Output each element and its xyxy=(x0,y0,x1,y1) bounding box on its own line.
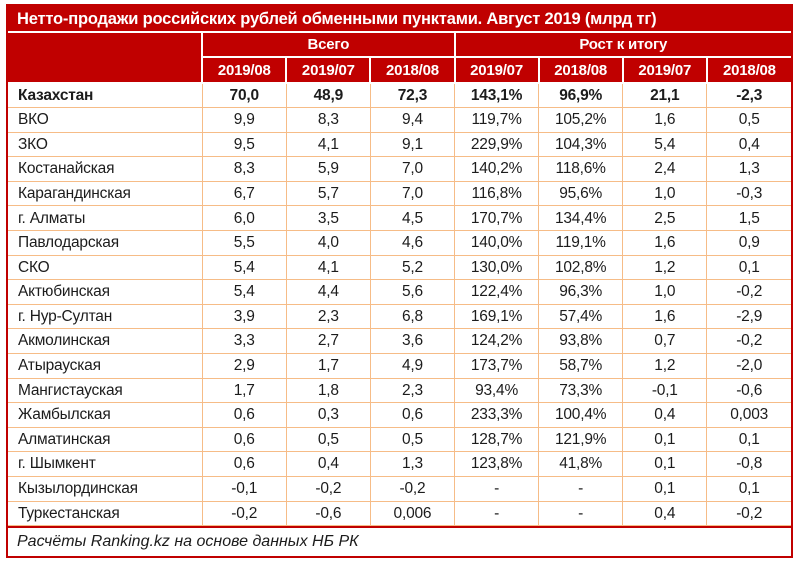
value-cell: 130,0% xyxy=(455,255,539,280)
value-cell: 58,7% xyxy=(539,354,623,379)
value-cell: 0,7 xyxy=(623,329,707,354)
table-row xyxy=(8,231,791,256)
value-cell: 1,6 xyxy=(623,108,707,133)
value-cell: 5,4 xyxy=(202,255,286,280)
value-cell: 3,6 xyxy=(370,329,454,354)
value-cell: 100,4% xyxy=(539,403,623,428)
region-name-cell: Кызылординская xyxy=(8,477,202,502)
region-name-cell: СКО xyxy=(8,255,202,280)
value-cell: -0,1 xyxy=(623,378,707,403)
value-cell: 0,1 xyxy=(707,427,791,452)
value-cell: -2,3 xyxy=(707,83,791,108)
region-name-cell: Мангистауская xyxy=(8,378,202,403)
value-cell: 3,9 xyxy=(202,304,286,329)
value-cell: - xyxy=(455,477,539,502)
value-cell: 1,7 xyxy=(286,354,370,379)
value-cell: 0,5 xyxy=(707,108,791,133)
value-cell: 5,9 xyxy=(286,157,370,182)
value-cell: 9,9 xyxy=(202,108,286,133)
value-cell: 169,1% xyxy=(455,304,539,329)
table-row xyxy=(8,280,791,305)
value-cell: 8,3 xyxy=(286,108,370,133)
value-cell: 124,2% xyxy=(455,329,539,354)
value-cell: 9,1 xyxy=(370,132,454,157)
value-cell: 2,5 xyxy=(623,206,707,231)
value-cell: 123,8% xyxy=(455,452,539,477)
region-name-cell: Атырауская xyxy=(8,354,202,379)
value-cell: 0,1 xyxy=(707,255,791,280)
value-cell: 122,4% xyxy=(455,280,539,305)
region-name-cell: Жамбылская xyxy=(8,403,202,428)
value-cell: 4,5 xyxy=(370,206,454,231)
value-cell: 7,0 xyxy=(370,181,454,206)
value-cell: 116,8% xyxy=(455,181,539,206)
value-cell: 0,6 xyxy=(202,427,286,452)
value-cell: 4,6 xyxy=(370,231,454,256)
value-cell: 140,2% xyxy=(455,157,539,182)
value-cell: 143,1% xyxy=(455,83,539,108)
value-cell: 229,9% xyxy=(455,132,539,157)
value-cell: 93,8% xyxy=(539,329,623,354)
region-name-cell: Казахстан xyxy=(8,83,202,108)
table-body xyxy=(8,83,791,526)
value-cell: -0,2 xyxy=(707,280,791,305)
region-name-cell: Алматинская xyxy=(8,427,202,452)
value-cell: 0,5 xyxy=(286,427,370,452)
value-cell: 93,4% xyxy=(455,378,539,403)
value-cell: 1,6 xyxy=(623,304,707,329)
year-header-cell: 2019/07 xyxy=(286,57,370,83)
value-cell: 4,1 xyxy=(286,255,370,280)
value-cell: 170,7% xyxy=(455,206,539,231)
value-cell: 0,1 xyxy=(623,452,707,477)
value-cell: 3,5 xyxy=(286,206,370,231)
table-row xyxy=(8,329,791,354)
value-cell: -0,3 xyxy=(707,181,791,206)
value-cell: 6,0 xyxy=(202,206,286,231)
value-cell: 5,7 xyxy=(286,181,370,206)
value-cell: 0,9 xyxy=(707,231,791,256)
value-cell: 0,4 xyxy=(623,501,707,526)
group-header-row xyxy=(8,33,791,57)
value-cell: 5,6 xyxy=(370,280,454,305)
value-cell: 2,4 xyxy=(623,157,707,182)
table-row xyxy=(8,132,791,157)
value-cell: 73,3% xyxy=(539,378,623,403)
value-cell: 1,6 xyxy=(623,231,707,256)
year-header-cell: 2018/08 xyxy=(539,57,623,83)
value-cell: 0,3 xyxy=(286,403,370,428)
value-cell: 2,9 xyxy=(202,354,286,379)
table-row xyxy=(8,354,791,379)
value-cell: 95,6% xyxy=(539,181,623,206)
group-header-total: Всего xyxy=(202,33,454,57)
value-cell: 41,8% xyxy=(539,452,623,477)
region-name-cell: Карагандинская xyxy=(8,181,202,206)
value-cell: 96,9% xyxy=(539,83,623,108)
value-cell: 140,0% xyxy=(455,231,539,256)
value-cell: 104,3% xyxy=(539,132,623,157)
value-cell: 0,6 xyxy=(202,403,286,428)
table-row xyxy=(8,501,791,526)
value-cell: -0,2 xyxy=(202,501,286,526)
table-row xyxy=(8,255,791,280)
value-cell: 1,8 xyxy=(286,378,370,403)
value-cell: -2,9 xyxy=(707,304,791,329)
table-row xyxy=(8,378,791,403)
value-cell: -0,6 xyxy=(286,501,370,526)
value-cell: - xyxy=(455,501,539,526)
value-cell: 0,4 xyxy=(623,403,707,428)
year-header-cell: 2018/08 xyxy=(707,57,791,83)
table-row xyxy=(8,206,791,231)
value-cell: 119,7% xyxy=(455,108,539,133)
table-row xyxy=(8,83,791,108)
corner-cell xyxy=(8,33,202,83)
value-cell: 9,5 xyxy=(202,132,286,157)
value-cell: 0,4 xyxy=(286,452,370,477)
table-row xyxy=(8,403,791,428)
value-cell: 102,8% xyxy=(539,255,623,280)
value-cell: 6,8 xyxy=(370,304,454,329)
value-cell: - xyxy=(539,477,623,502)
value-cell: - xyxy=(539,501,623,526)
data-table xyxy=(8,33,791,526)
table-header xyxy=(8,33,791,83)
value-cell: -0,8 xyxy=(707,452,791,477)
region-name-cell: ВКО xyxy=(8,108,202,133)
region-name-cell: Акмолинская xyxy=(8,329,202,354)
group-header-growth: Рост к итогу xyxy=(455,33,792,57)
value-cell: 3,3 xyxy=(202,329,286,354)
value-cell: 0,006 xyxy=(370,501,454,526)
value-cell: 4,9 xyxy=(370,354,454,379)
region-name-cell: Костанайская xyxy=(8,157,202,182)
table-row xyxy=(8,452,791,477)
value-cell: 2,3 xyxy=(286,304,370,329)
value-cell: 1,0 xyxy=(623,280,707,305)
value-cell: 105,2% xyxy=(539,108,623,133)
table-figure xyxy=(6,4,793,558)
value-cell: 1,3 xyxy=(370,452,454,477)
year-header-cell: 2019/08 xyxy=(202,57,286,83)
value-cell: 1,2 xyxy=(623,255,707,280)
value-cell: 4,1 xyxy=(286,132,370,157)
value-cell: 96,3% xyxy=(539,280,623,305)
value-cell: -0,2 xyxy=(707,329,791,354)
value-cell: 4,0 xyxy=(286,231,370,256)
value-cell: -0,2 xyxy=(370,477,454,502)
value-cell: 1,2 xyxy=(623,354,707,379)
year-header-cell: 2018/08 xyxy=(370,57,454,83)
value-cell: 2,3 xyxy=(370,378,454,403)
value-cell: 9,4 xyxy=(370,108,454,133)
value-cell: 21,1 xyxy=(623,83,707,108)
value-cell: 1,5 xyxy=(707,206,791,231)
value-cell: 0,003 xyxy=(707,403,791,428)
value-cell: 0,4 xyxy=(707,132,791,157)
value-cell: 233,3% xyxy=(455,403,539,428)
value-cell: 118,6% xyxy=(539,157,623,182)
region-name-cell: г. Алматы xyxy=(8,206,202,231)
value-cell: 0,1 xyxy=(707,477,791,502)
region-name-cell: г. Шымкент xyxy=(8,452,202,477)
value-cell: 72,3 xyxy=(370,83,454,108)
region-name-cell: Туркестанская xyxy=(8,501,202,526)
table-title: Нетто-продажи российских рублей обменными пунктами. Август 2019 (млрд тг) xyxy=(8,6,791,33)
value-cell: 0,5 xyxy=(370,427,454,452)
value-cell: 7,0 xyxy=(370,157,454,182)
value-cell: 4,4 xyxy=(286,280,370,305)
region-name-cell: ЗКО xyxy=(8,132,202,157)
value-cell: -2,0 xyxy=(707,354,791,379)
value-cell: 0,1 xyxy=(623,477,707,502)
value-cell: 0,6 xyxy=(202,452,286,477)
value-cell: 70,0 xyxy=(202,83,286,108)
table-row xyxy=(8,181,791,206)
value-cell: -0,2 xyxy=(707,501,791,526)
value-cell: 134,4% xyxy=(539,206,623,231)
table-row xyxy=(8,427,791,452)
table-row xyxy=(8,157,791,182)
value-cell: 1,7 xyxy=(202,378,286,403)
value-cell: 5,2 xyxy=(370,255,454,280)
region-name-cell: г. Нур-Султан xyxy=(8,304,202,329)
value-cell: -0,6 xyxy=(707,378,791,403)
source-note: Расчёты Ranking.kz на основе данных НБ РК xyxy=(8,526,791,556)
value-cell: 128,7% xyxy=(455,427,539,452)
value-cell: -0,2 xyxy=(286,477,370,502)
table-row xyxy=(8,477,791,502)
value-cell: 6,7 xyxy=(202,181,286,206)
value-cell: 173,7% xyxy=(455,354,539,379)
value-cell: -0,1 xyxy=(202,477,286,502)
year-header-cell: 2019/07 xyxy=(623,57,707,83)
table-row xyxy=(8,108,791,133)
value-cell: 48,9 xyxy=(286,83,370,108)
table-row xyxy=(8,304,791,329)
year-header-cell: 2019/07 xyxy=(455,57,539,83)
value-cell: 5,4 xyxy=(202,280,286,305)
value-cell: 2,7 xyxy=(286,329,370,354)
value-cell: 5,4 xyxy=(623,132,707,157)
region-name-cell: Актюбинская xyxy=(8,280,202,305)
value-cell: 121,9% xyxy=(539,427,623,452)
value-cell: 1,3 xyxy=(707,157,791,182)
region-name-cell: Павлодарская xyxy=(8,231,202,256)
value-cell: 5,5 xyxy=(202,231,286,256)
value-cell: 0,1 xyxy=(623,427,707,452)
value-cell: 1,0 xyxy=(623,181,707,206)
value-cell: 119,1% xyxy=(539,231,623,256)
value-cell: 8,3 xyxy=(202,157,286,182)
value-cell: 57,4% xyxy=(539,304,623,329)
value-cell: 0,6 xyxy=(370,403,454,428)
